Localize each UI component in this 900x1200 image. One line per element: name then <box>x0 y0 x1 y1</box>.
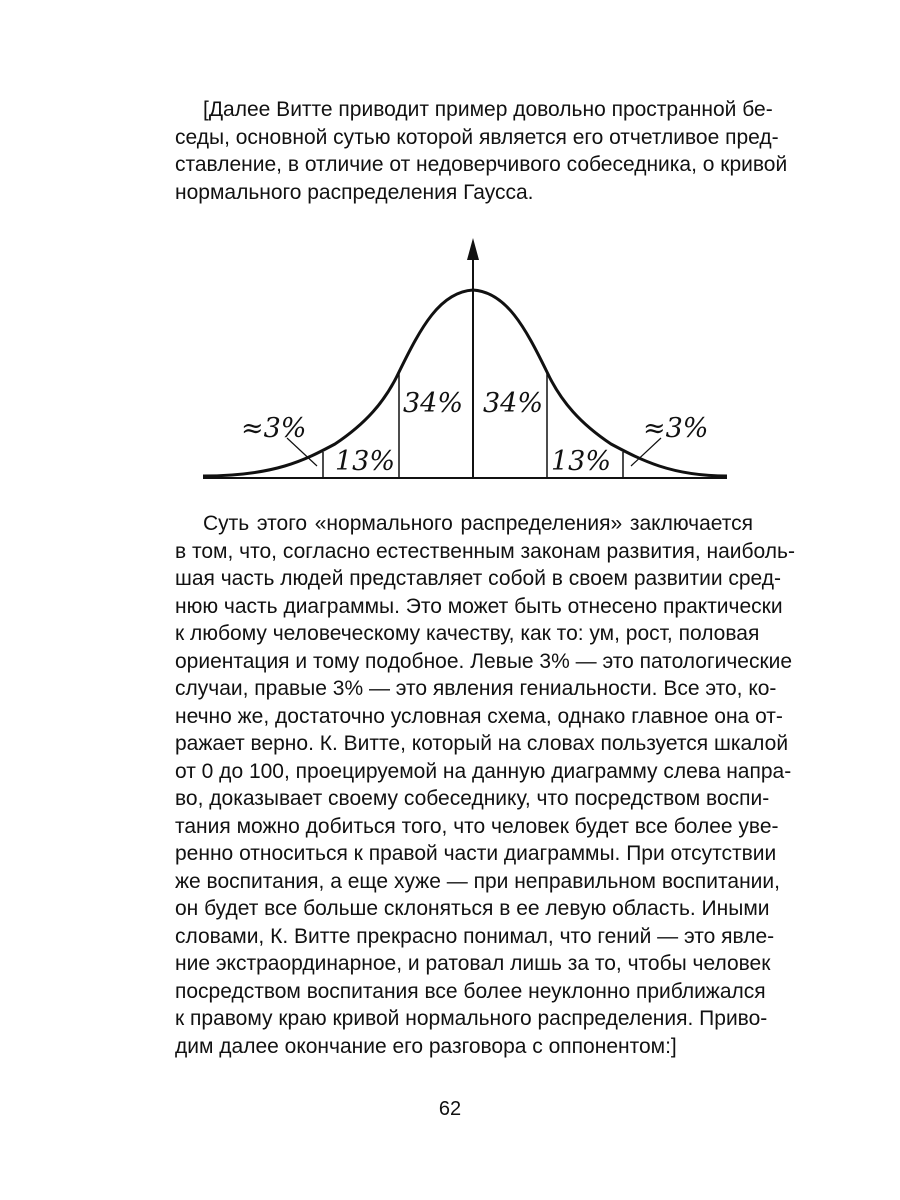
text-line: случаи, правые 3% — это явления гениальности. Все это, ко- <box>175 677 777 700</box>
text-line: ражает верно. К. Витте, который на словах пользуется шкалой <box>175 732 789 755</box>
label-right-13: 13% <box>551 446 612 477</box>
text-line: от 0 до 100, проецируемой на данную диаграмму слева напра- <box>175 759 792 783</box>
text-line: ренно относиться к правой части диаграммы. При отсутствии <box>175 842 777 865</box>
text-line: [Далее Витте приводит пример довольно пространной бе- <box>203 98 773 121</box>
text-line: нюю часть диаграммы. Это может быть отнесено практически <box>175 594 783 618</box>
text-line: шая часть людей представляет собой в своем развитии сред- <box>175 567 782 590</box>
text-line: нечно же, достаточно условная схема, однако главное она от- <box>175 704 783 728</box>
page-number: 62 <box>438 1098 462 1120</box>
text-line: словами, К. Витте прекрасно понимал, что гений — это явле- <box>175 924 775 948</box>
bell-curve <box>203 290 727 476</box>
main-paragraph <box>175 510 795 1060</box>
text-line: ориентация и тому подобное. Левые 3% — это патологические <box>175 649 793 673</box>
label-left-tail: ≈3% <box>241 413 307 444</box>
text-line: Суть этого «нормального распределения» заключается <box>203 512 753 535</box>
label-right-34: 34% <box>483 388 544 419</box>
label-left-13: 13% <box>335 446 396 477</box>
text-line: в том, что, согласно естественным законам развития, наиболь- <box>175 539 795 563</box>
label-left-34: 34% <box>403 388 464 419</box>
text-line: к любому человеческому качеству, как то: ум, рост, половая <box>175 622 760 645</box>
text-line: ставление, в отличие от недоверчивого собеседника, о кривой <box>175 153 788 176</box>
text-line: седы, основной сутью которой является его отчетливое пред- <box>175 125 779 149</box>
text-line: посредством воспитания все более неуклонно приближался <box>175 979 766 1003</box>
text-line: нормального распределения Гаусса. <box>175 180 534 204</box>
label-right-tail: ≈3% <box>643 413 709 444</box>
text-line: к правому краю кривой нормального распределения. Приво- <box>175 1007 768 1030</box>
text-line: тания можно добиться того, что человек будет все более уве- <box>175 814 779 838</box>
text-line: во, доказывает своему собеседнику, что посредством воспи- <box>175 787 770 810</box>
normal-distribution-figure <box>195 232 735 490</box>
axis-arrow-icon <box>467 238 479 260</box>
text-line: же воспитания, а еще хуже — при неправильном воспитании, <box>175 869 780 893</box>
text-line: дим далее окончание его разговора с оппонентом:] <box>175 1034 677 1058</box>
intro-paragraph <box>175 96 788 206</box>
text-line: ние экстраординарное, и ратовал лишь за то, чтобы человек <box>175 952 771 975</box>
text-line: он будет все больше склоняться в ее левую область. Иными <box>175 897 770 920</box>
